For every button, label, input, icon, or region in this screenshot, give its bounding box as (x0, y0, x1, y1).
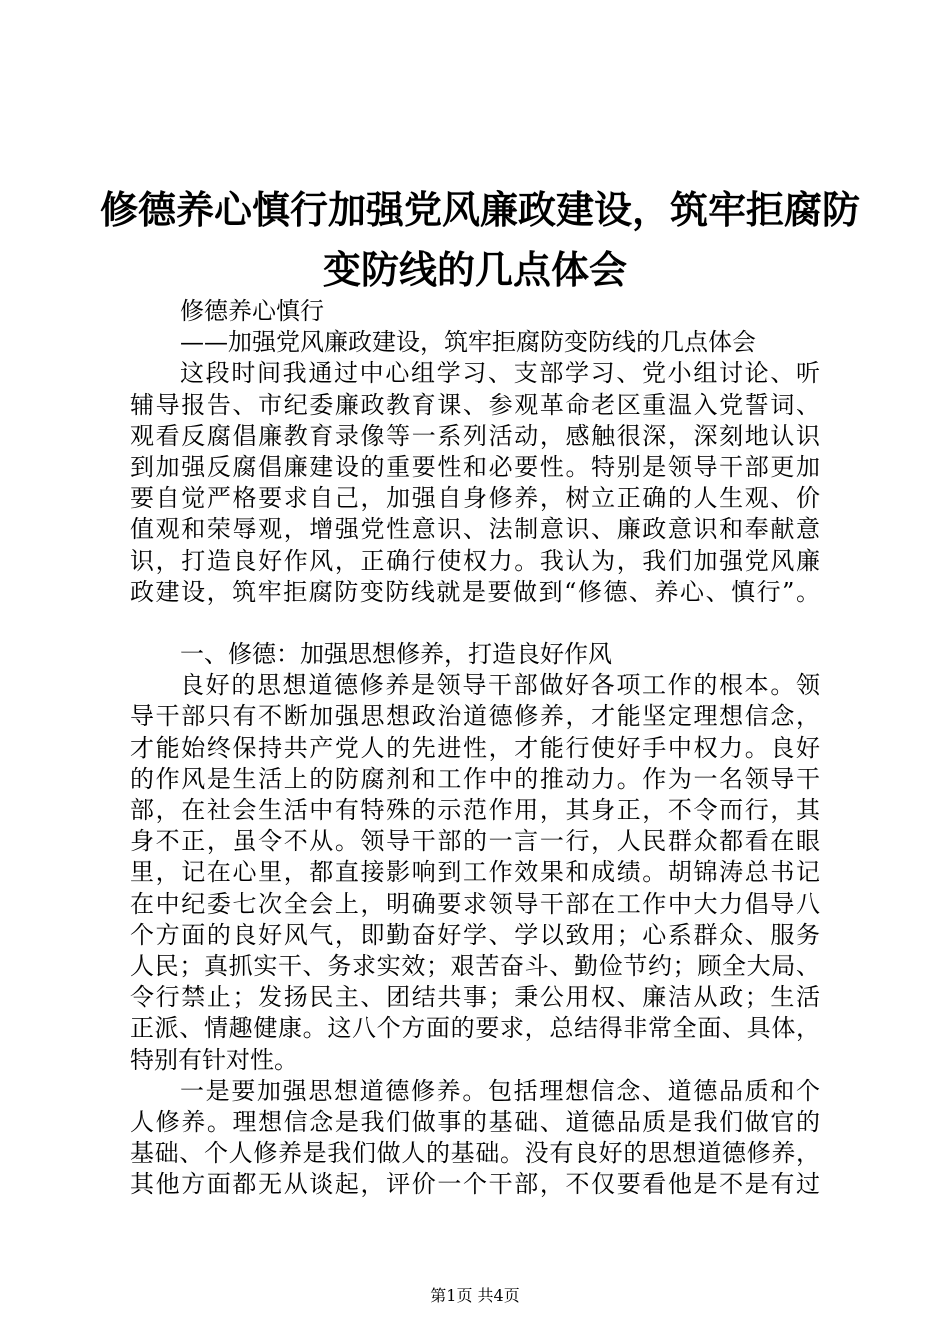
point-line: 一是要加强思想道德修养。包括理想信念、道德品质和个 (180, 1076, 820, 1105)
section-line: 正派、情趣健康。这八个方面的要求，总结得非常全面、具体， (130, 1014, 820, 1043)
page-number-footer: 第1页 共4页 (430, 1286, 520, 1305)
section-line: 令行禁止；发扬民主、团结共事；秉公用权、廉洁从政；生活 (130, 983, 820, 1012)
section-line: 在中纪委七次全会上，明确要求领导干部在工作中大力倡导八 (130, 889, 820, 918)
intro-line: 观看反腐倡廉教育录像等一系列活动，感触很深，深刻地认识 (130, 421, 820, 450)
document-title-line-1: 修德养心慎行加强党风廉政建设，筑牢拒腐防 (100, 188, 861, 232)
intro-line: 辅导报告、市纪委廉政教育课、参观革命老区重温入党誓词、 (130, 390, 820, 419)
section-line: 身不正，虽令不从。领导干部的一言一行，人民群众都看在眼 (130, 827, 820, 856)
section-heading: 一、修德：加强思想修养，打造良好作风 (180, 640, 612, 669)
point-line: 人修养。理想信念是我们做事的基础、道德品质是我们做官的 (130, 1107, 820, 1136)
document-body (130, 296, 820, 1200)
section-line: 部，在社会生活中有特殊的示范作用，其身正，不令而行，其 (130, 796, 820, 824)
section-line: 个方面的良好风气，即勤奋好学、学以致用；心系群众、服务 (130, 920, 820, 949)
section-line: 才能始终保持共产党人的先进性，才能行使好手中权力。良好 (130, 733, 820, 762)
subtitle-short: 修德养心慎行 (180, 297, 324, 325)
intro-line: 到加强反腐倡廉建设的重要性和必要性。特别是领导干部更加 (130, 452, 820, 481)
intro-line: 值观和荣辱观，增强党性意识、法制意识、廉政意识和奉献意 (130, 515, 820, 544)
intro-line: 政建设，筑牢拒腐防变防线就是要做到“修德、养心、慎行”。 (130, 577, 820, 606)
section-line: 良好的思想道德修养是领导干部做好各项工作的根本。领 (180, 671, 820, 700)
section-line: 特别有针对性。 (130, 1045, 298, 1074)
section-line: 的作风是生活上的防腐剂和工作中的推动力。作为一名领导干 (130, 764, 820, 793)
section-line: 人民；真抓实干、务求实效；艰苦奋斗、勤俭节约；顾全大局、 (130, 951, 820, 980)
intro-line: 这段时间我通过中心组学习、支部学习、党小组讨论、听 (180, 359, 820, 388)
subtitle-full: ——加强党风廉政建设，筑牢拒腐防变防线的几点体会 (180, 328, 756, 357)
paragraph-spacer (130, 608, 820, 639)
section-line: 导干部只有不断加强思想政治道德修养，才能坚定理想信念， (130, 702, 820, 731)
intro-line: 要自觉严格要求自己，加强自身修养，树立正确的人生观、价 (130, 484, 820, 513)
point-line: 其他方面都无从谈起，评价一个干部，不仅要看他是不是有过 (130, 1170, 820, 1199)
document-title-line-2: 变防线的几点体会 (322, 248, 627, 292)
section-line: 里，记在心里，都直接影响到工作效果和成绩。胡锦涛总书记 (130, 858, 820, 887)
point-line: 基础、个人修养是我们做人的基础。没有良好的思想道德修养， (130, 1139, 820, 1168)
intro-line: 识，打造良好作风，正确行使权力。我认为，我们加强党风廉 (130, 546, 820, 575)
